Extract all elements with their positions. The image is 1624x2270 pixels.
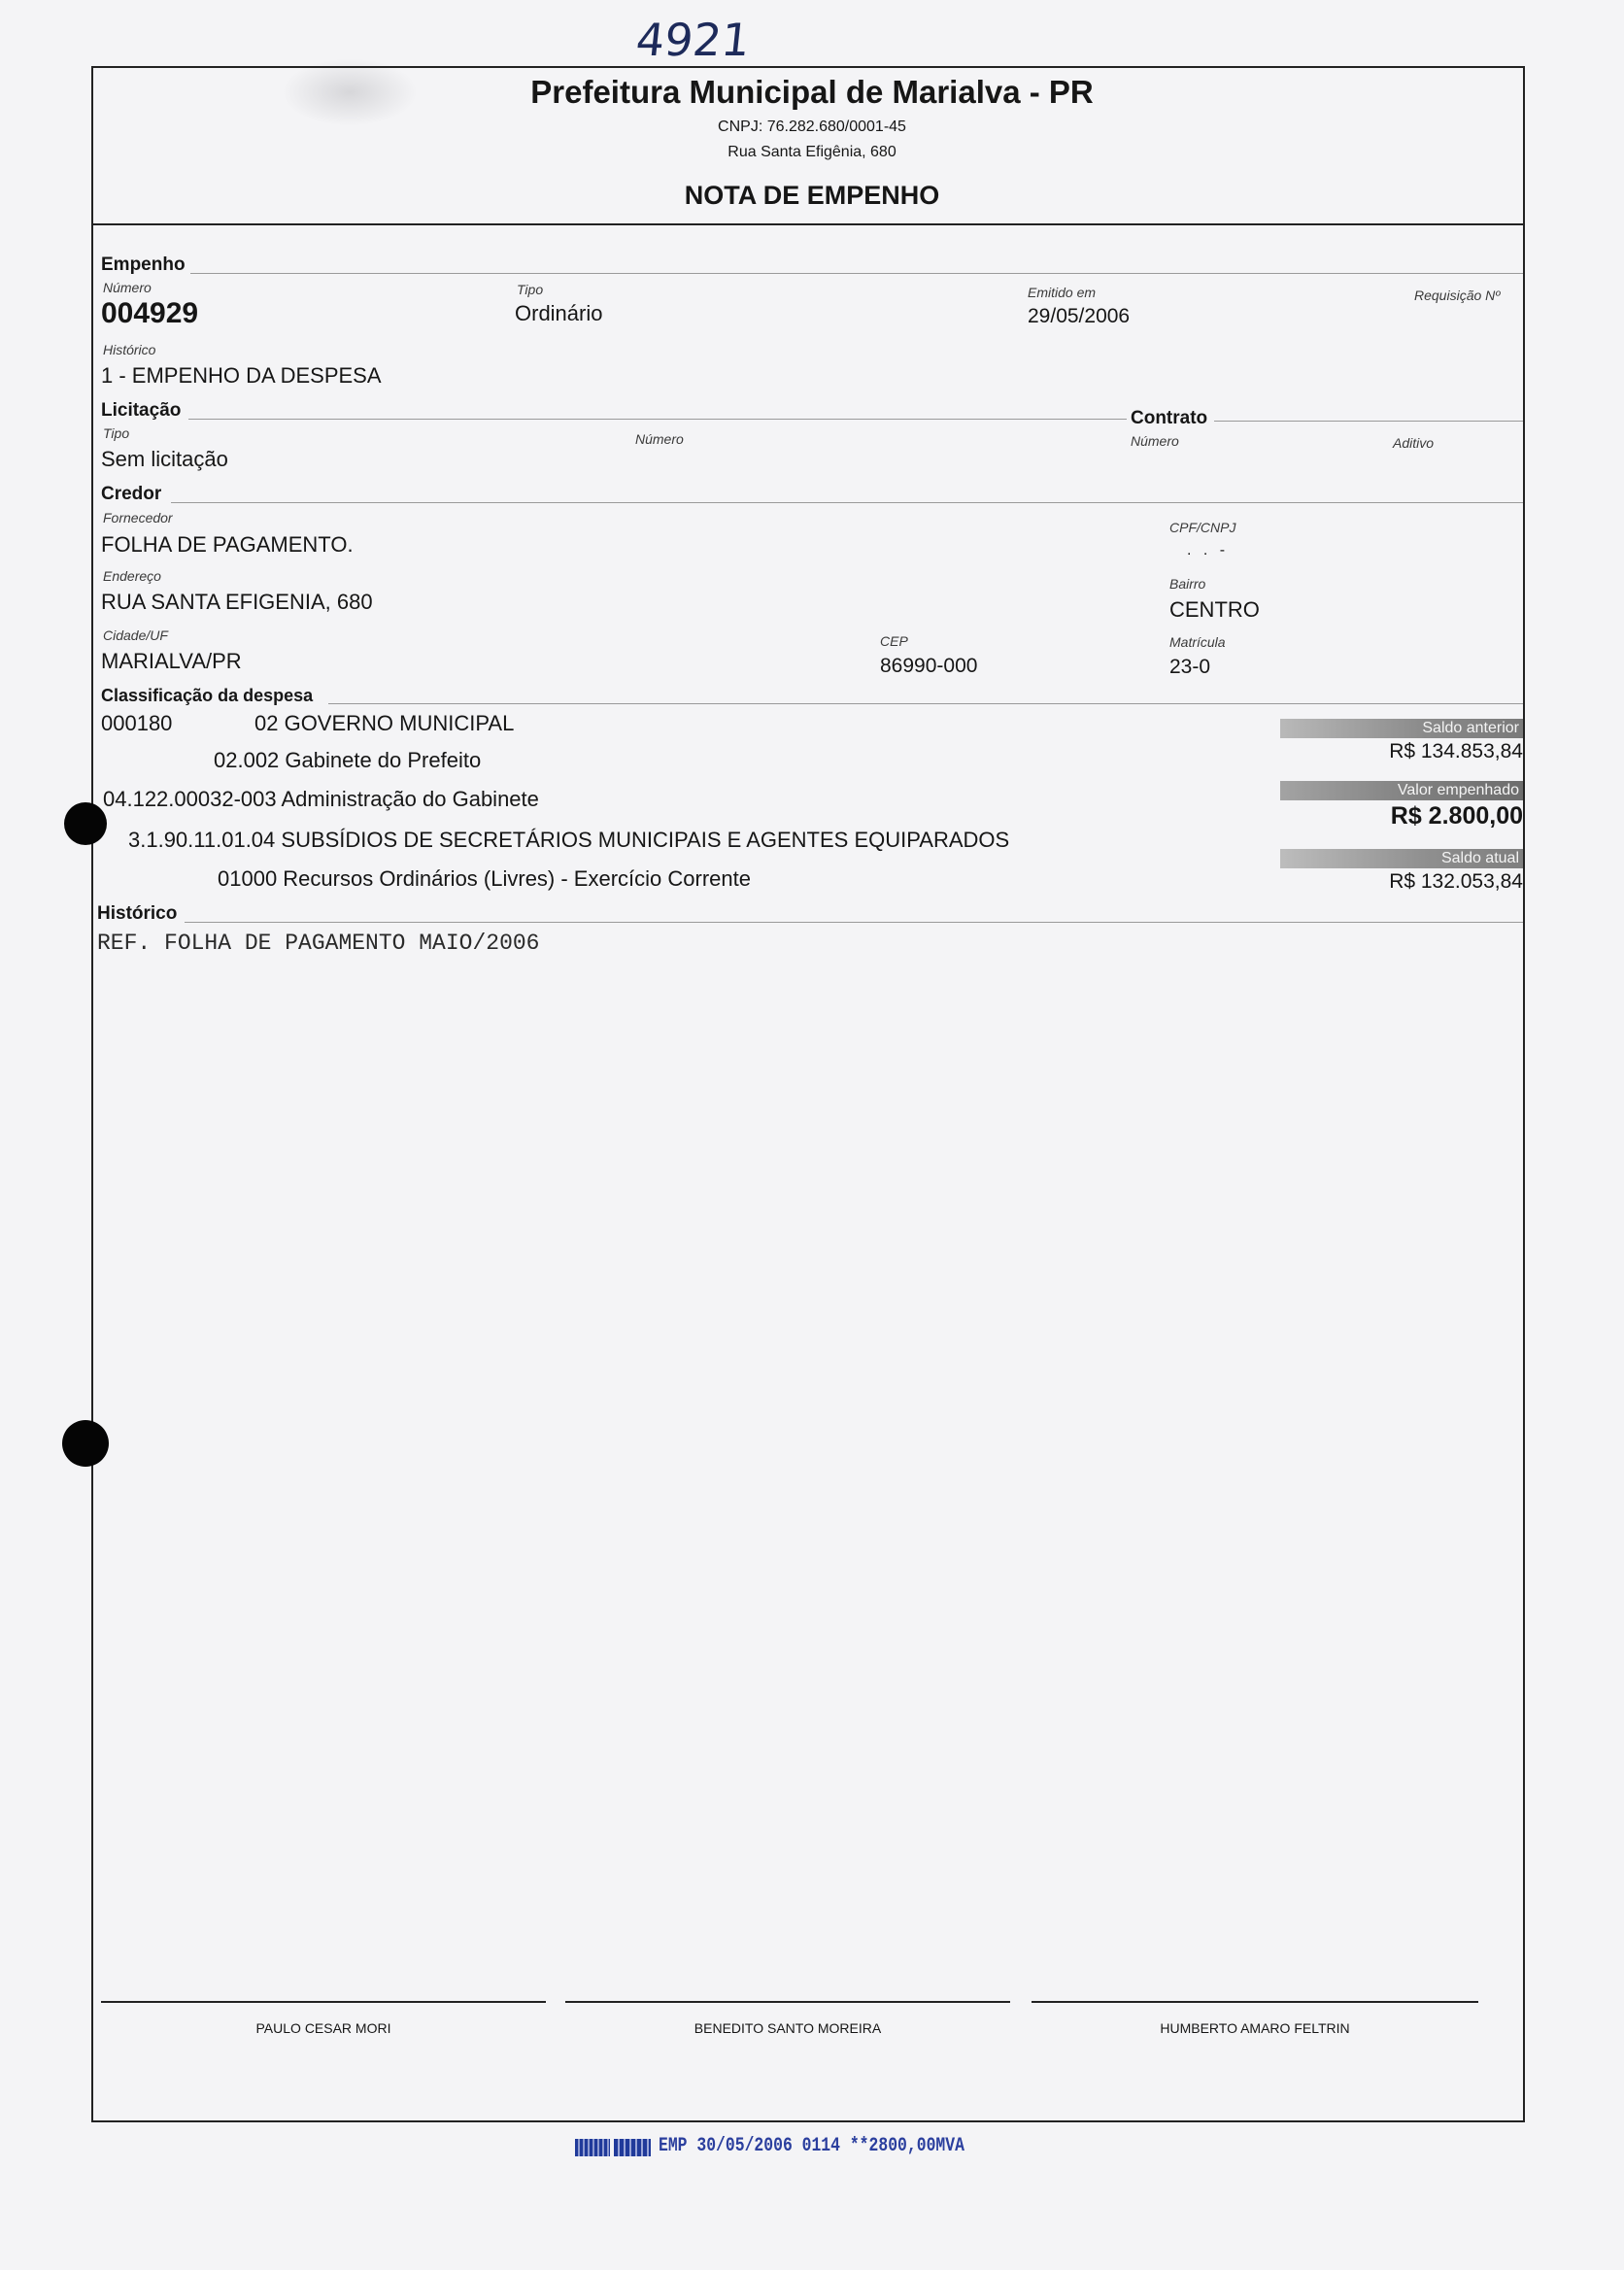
label-emitido-em: Emitido em (1028, 285, 1097, 300)
section-classificacao: Classificação da despesa (101, 686, 314, 705)
classificacao-line: 02.002 Gabinete do Prefeito (214, 748, 482, 772)
label-bairro: Bairro (1169, 576, 1206, 592)
licitacao-tipo: Sem licitação (101, 447, 228, 471)
stamp-logo-icon (575, 2139, 610, 2156)
fornecedor-name: FOLHA DE PAGAMENTO. (101, 532, 354, 557)
valor-empenhado-bar: Valor empenhado (1280, 781, 1523, 800)
cidade-value: MARIALVA/PR (101, 649, 242, 673)
label-aditivo: Aditivo (1393, 435, 1435, 451)
document-type-title: NOTA DE EMPENHO (684, 181, 940, 210)
classificacao-line: 04.122.00032-003 Administração do Gabinete (103, 787, 539, 811)
emitido-date: 29/05/2006 (1028, 305, 1131, 327)
punch-hole (62, 1420, 109, 1467)
label-fornecedor: Fornecedor (103, 510, 173, 525)
address-text: Rua Santa Efigênia, 680 (727, 144, 897, 160)
signature-name: PAULO CESAR MORI (255, 2020, 391, 2036)
label-tipo: Tipo (517, 282, 544, 297)
label-requisicao: Requisição Nº (1414, 288, 1501, 303)
label-numero: Número (103, 280, 152, 295)
matricula-value: 23-0 (1169, 656, 1211, 678)
label-historico-empenho: Histórico (103, 342, 156, 357)
historico-text: REF. FOLHA DE PAGAMENTO MAIO/2006 (97, 931, 540, 956)
empenho-tipo: Ordinário (515, 301, 603, 325)
label-cidade: Cidade/UF (103, 627, 168, 643)
punch-hole (64, 802, 107, 845)
stamp-logo-icon (614, 2139, 651, 2156)
label-cep: CEP (880, 633, 908, 649)
classificacao-line: 01000 Recursos Ordinários (Livres) - Exercício Corrente (218, 866, 751, 891)
signature-name: HUMBERTO AMARO FELTRIN (1160, 2020, 1350, 2036)
section-rule (328, 703, 1523, 704)
section-rule (188, 419, 1127, 420)
label-licitacao-tipo: Tipo (103, 425, 130, 441)
label-matricula: Matrícula (1169, 634, 1226, 650)
signature-line (1032, 2001, 1478, 2003)
cep-value: 86990-000 (880, 655, 978, 677)
section-rule (190, 273, 1523, 274)
section-rule (1214, 421, 1523, 422)
signature-name: BENEDITO SANTO MOREIRA (694, 2020, 882, 2036)
bairro-value: CENTRO (1169, 597, 1260, 622)
label-contrato-numero: Número (1131, 433, 1179, 449)
footer-stamp: EMP 30/05/2006 0114 **2800,00MVA (659, 2135, 964, 2157)
classificacao-line: 02 GOVERNO MUNICIPAL (254, 711, 515, 735)
handwritten-page-number: 4921 (633, 14, 753, 66)
saldo-atual-value: R$ 132.053,84 (1389, 870, 1523, 893)
section-rule (185, 922, 1523, 923)
endereco-value: RUA SANTA EFIGENIA, 680 (101, 590, 373, 614)
classificacao-code: 000180 (101, 711, 173, 735)
label-licitacao-numero: Número (635, 431, 684, 447)
header-divider (91, 223, 1525, 225)
section-rule (171, 502, 1523, 503)
saldo-anterior-value: R$ 134.853,84 (1389, 740, 1523, 762)
cpf-cnpj-value: . . - (1187, 542, 1230, 559)
section-licitacao: Licitação (101, 400, 182, 421)
valor-empenhado-value: R$ 2.800,00 (1390, 802, 1523, 830)
label-cpf-cnpj: CPF/CNPJ (1169, 520, 1236, 535)
empenho-number: 004929 (101, 297, 199, 329)
label-endereco: Endereço (103, 568, 161, 584)
page-title: Prefeitura Municipal de Marialva - PR (530, 74, 1094, 110)
section-empenho: Empenho (101, 254, 186, 275)
saldo-atual-bar: Saldo atual (1280, 849, 1523, 868)
signature-line (565, 2001, 1010, 2003)
section-historico: Histórico (97, 903, 178, 924)
section-contrato: Contrato (1131, 408, 1208, 428)
signature-line (101, 2001, 546, 2003)
empenho-historico: 1 - EMPENHO DA DESPESA (101, 363, 382, 388)
classificacao-line: 3.1.90.11.01.04 SUBSÍDIOS DE SECRETÁRIOS MUNICIPAIS E AGENTES EQUIPARADOS (128, 828, 1010, 852)
section-credor: Credor (101, 484, 162, 504)
cnpj-text: CNPJ: 76.282.680/0001-45 (718, 119, 906, 135)
saldo-anterior-bar: Saldo anterior (1280, 719, 1523, 738)
